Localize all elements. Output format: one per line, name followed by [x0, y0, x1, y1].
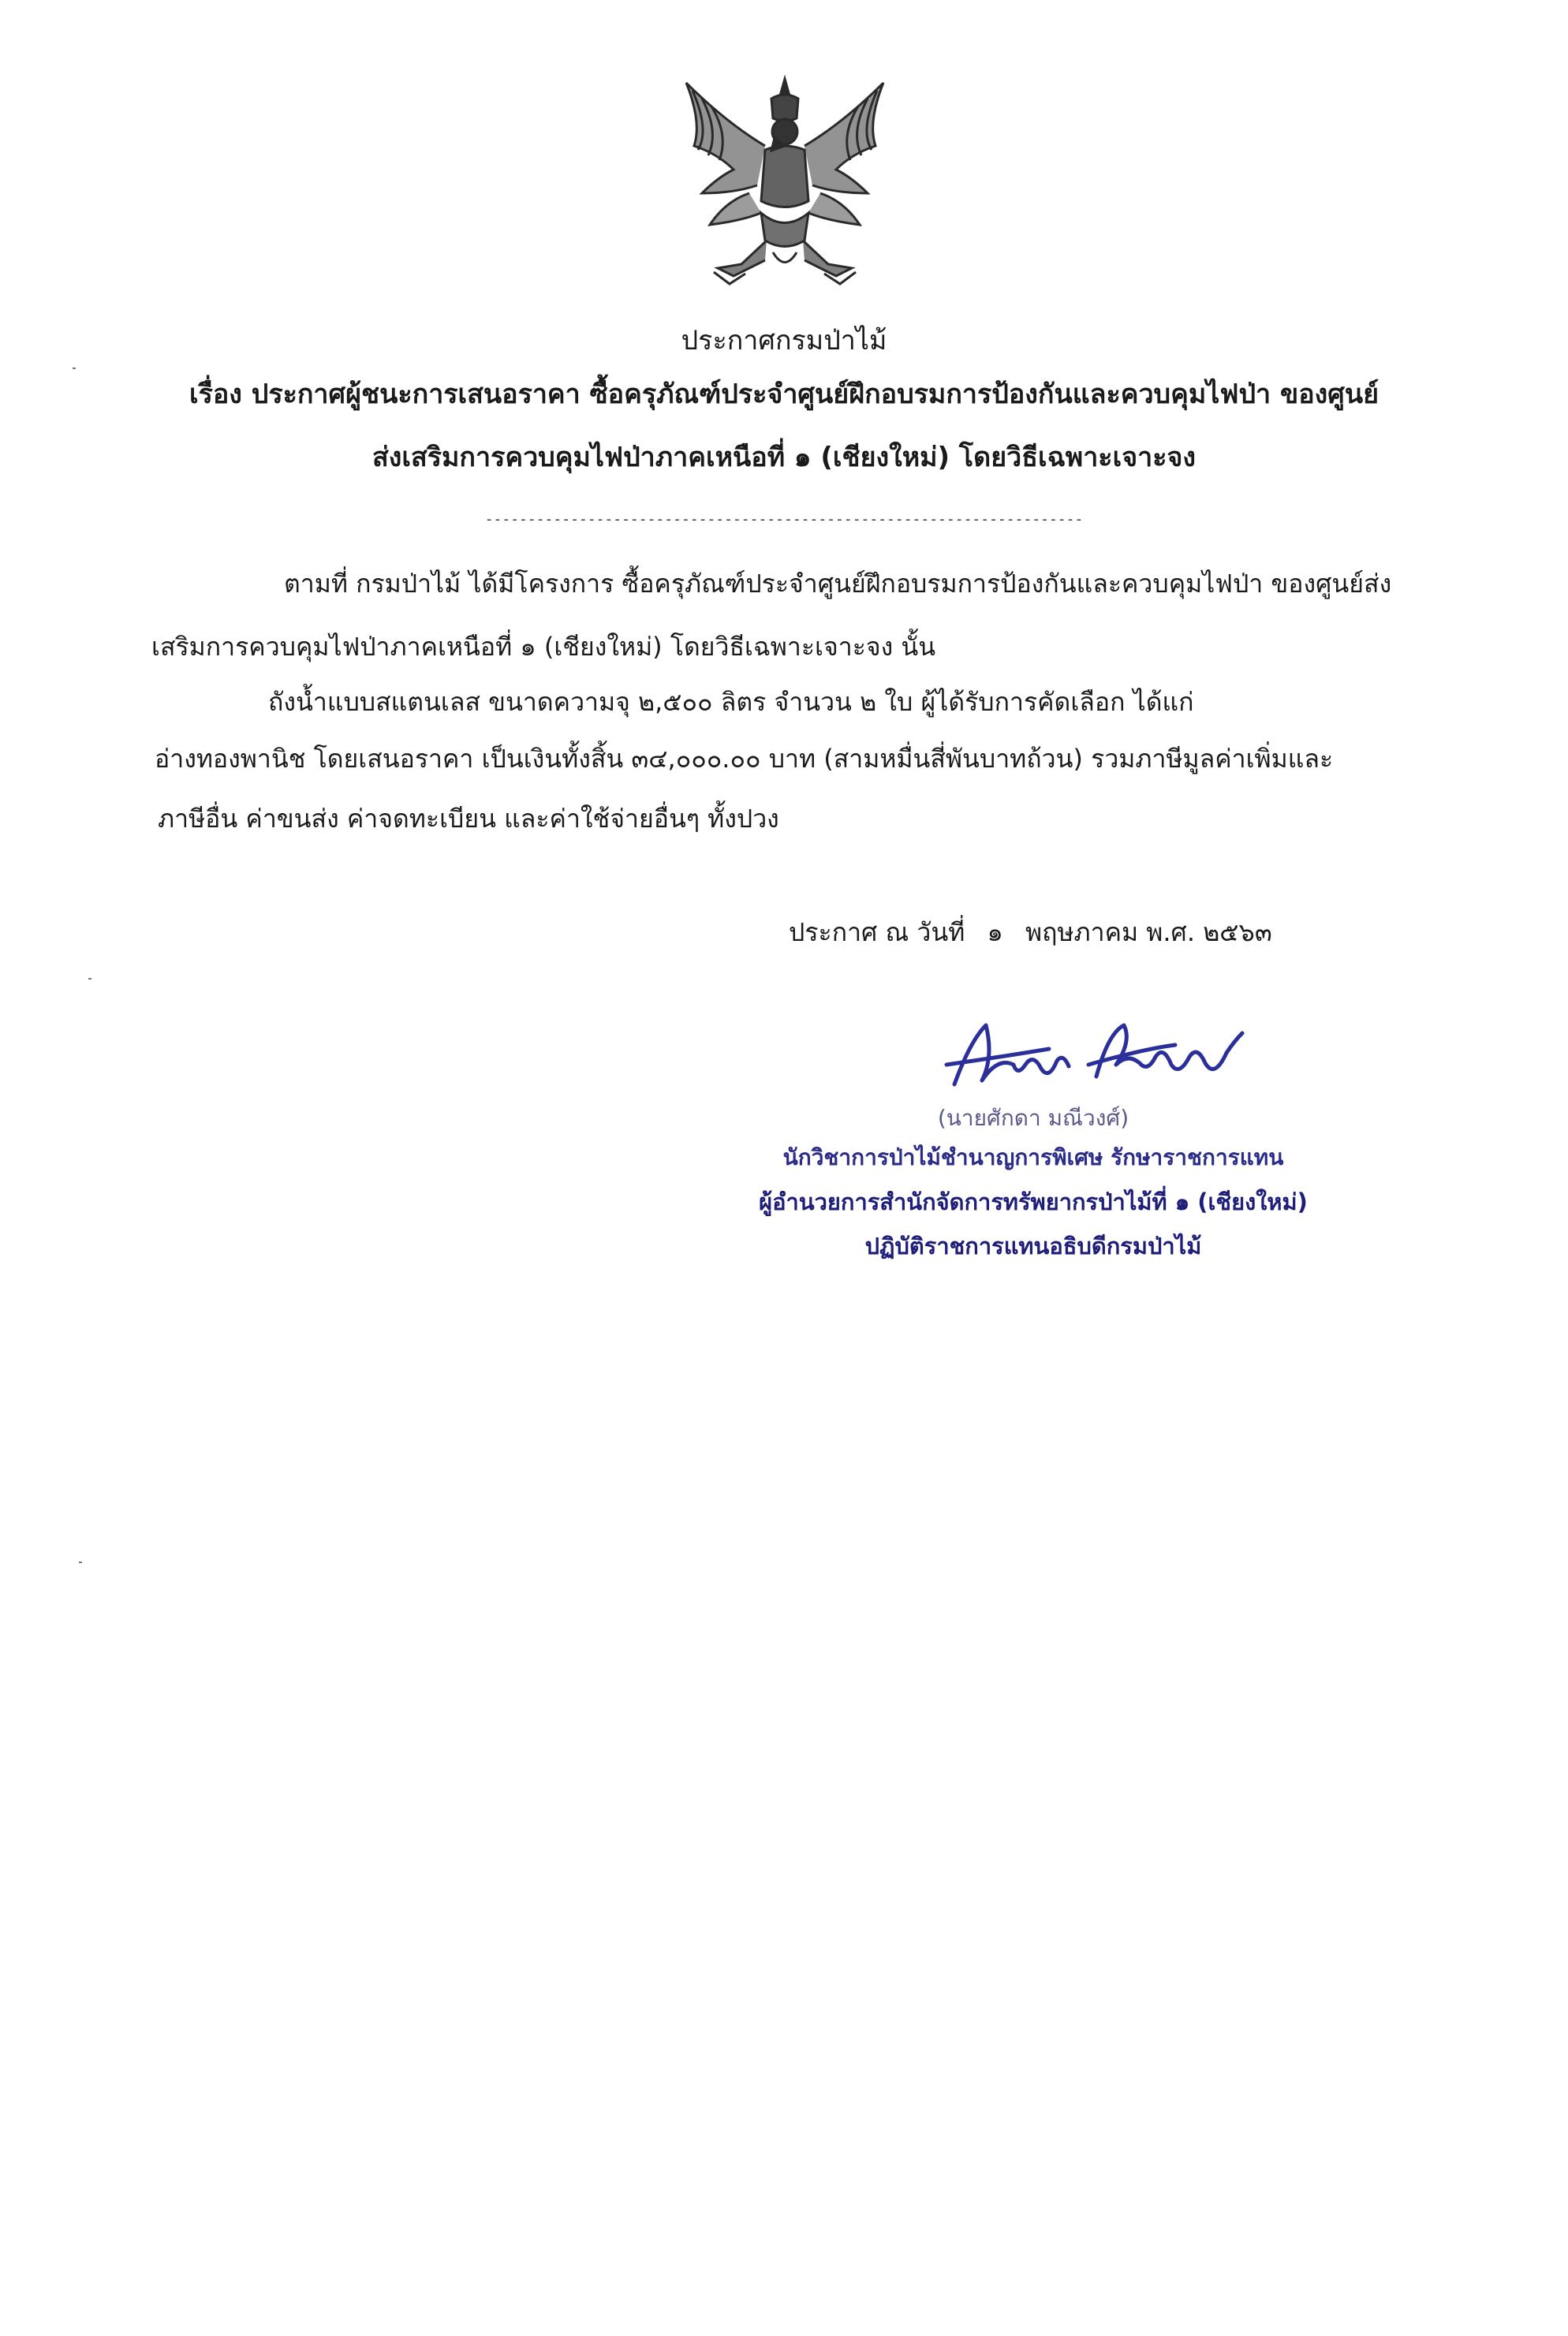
date-month-year: พฤษภาคม พ.ศ. ๒๕๖๓ [1025, 917, 1272, 947]
signatory-position-1: นักวิชาการป่าไม้ชำนาญการพิเศษ รักษาราชการแทน [782, 1144, 1284, 1170]
signatory-position-3: ปฏิบัติราชการแทนอธิบดีกรมป่าไม้ [864, 1233, 1202, 1259]
handwritten-signature-icon [939, 1009, 1270, 1096]
garuda-emblem-icon [670, 75, 899, 296]
body-line-1: ตามที่ กรมป่าไม้ ได้มีโครงการ ซื้อครุภัณฑ์ประจำศูนย์ฝึกอบรมการป้องกันและควบคุมไฟป่า ของศูนย์ส่ง [284, 569, 1392, 599]
date-prefix: ประกาศ ณ วันที่ [789, 917, 965, 947]
body-line-2: เสริมการควบคุมไฟป่าภาคเหนือที่ ๑ (เชียงใหม่) โดยวิธีเฉพาะเจาะจง นั้น [151, 632, 936, 662]
signatory-name: (นายศักดา มณีวงศ์) [937, 1105, 1129, 1131]
page-title: ประกาศกรมป่าไม้ [681, 325, 887, 356]
body-line-3: ถังน้ำแบบสแตนเลส ขนาดความจุ ๒,๕๐๐ ลิตร จำนวน ๒ ใบ ผู้ได้รับการคัดเลือก ได้แก่ [268, 687, 1194, 717]
body-line-4: อ่างทองพานิช โดยเสนอราคา เป็นเงินทั้งสิ้น ๓๔,๐๐๐.๐๐ บาท (สามหมื่นสี่พันบาทถ้วน) รวมภาษีมูลค่าเพิ่มและ [155, 744, 1334, 774]
announcement-date [789, 915, 1286, 950]
subject-line-2: ส่งเสริมการควบคุมไฟป่าภาคเหนือที่ ๑ (เชียงใหม่) โดยวิธีเฉพาะเจาะจง [371, 442, 1196, 473]
signatory-position-2: ผู้อำนวยการสำนักจัดการทรัพยากรป่าไม้ที่ ๑ (เชียงใหม่) [759, 1189, 1308, 1215]
scan-mark [73, 368, 76, 369]
scan-mark [88, 978, 91, 980]
divider: ---------------------------------------------------------------------- [484, 511, 1084, 528]
scan-mark [79, 1562, 82, 1563]
date-day: ๑ [987, 917, 1003, 947]
body-line-5: ภาษีอื่น ค่าขนส่ง ค่าจดทะเบียน และค่าใช้จ่ายอื่นๆ ทั้งปวง [158, 804, 779, 834]
subject-line-1: เรื่อง ประกาศผู้ชนะการเสนอราคา ซื้อครุภัณฑ์ประจำศูนย์ฝึกอบรมการป้องกันและควบคุมไฟป่า ของศูนย์ [189, 379, 1379, 410]
